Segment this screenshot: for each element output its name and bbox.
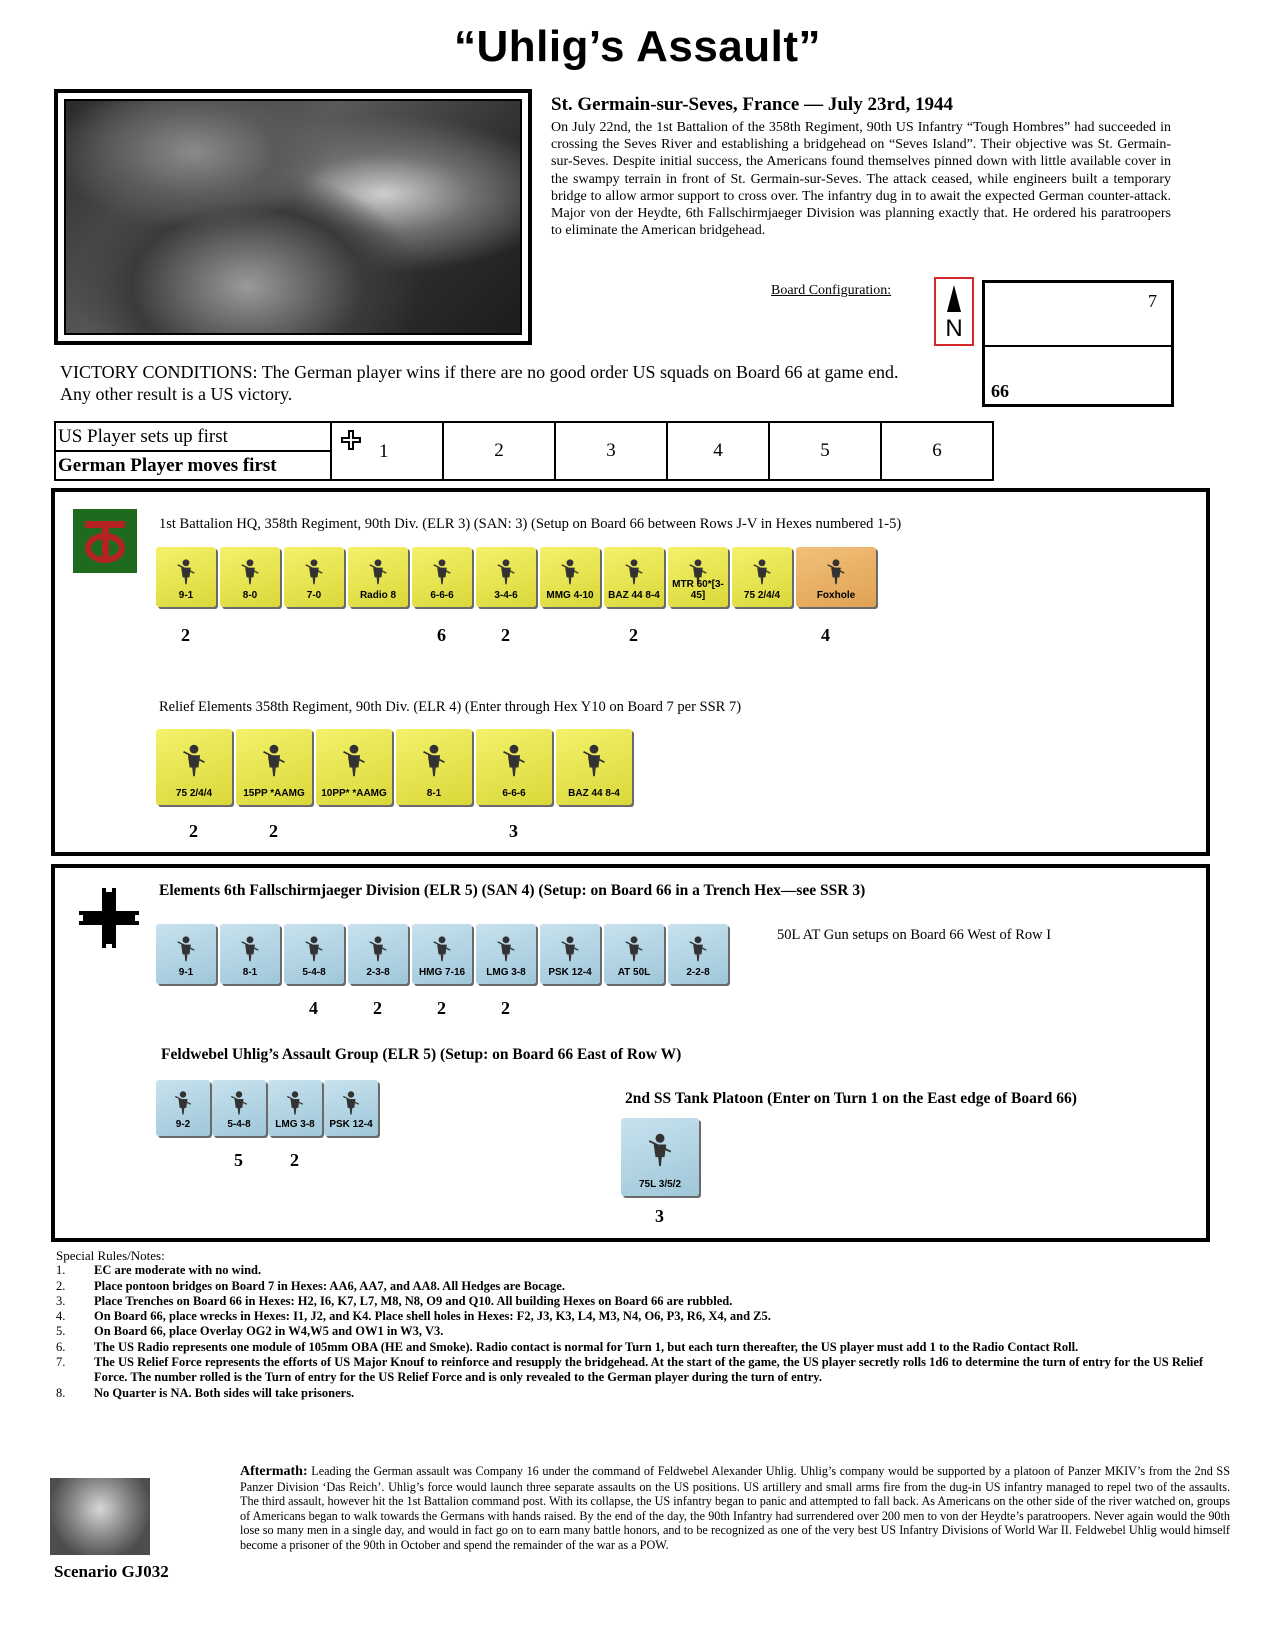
counter-label: Foxhole <box>816 590 856 601</box>
turn-2-label: 2 <box>494 440 504 461</box>
us-counter <box>316 729 392 805</box>
rule-text: On Board 66, place Overlay OG2 in W4,W5 and OW1 in W3, V3. <box>94 1324 444 1339</box>
unit-figure-icon <box>554 935 585 963</box>
counter-label: AT 50L <box>617 967 651 978</box>
counter-quantity: 2 <box>373 998 382 1018</box>
aftermath-text: Leading the German assault was Company 16 under the command of Feldwebel Alexander Uhlig. Uhlig’s company would be supported by a platoon of Panzer MKIV’s from the 2nd SS Panzer Division ‘Das Reich’. Uhlig’s force would launch three separate assaults on the US positions. US artillery and small arms fire from the dug-in US infantry managed to repel two of the assaults. The third assault, however hit the 1st Battalion command post. With its collapse, the US infantry began to panic and attempted to fall back. As Americans on the other side of the river watched on, groups of Americans began to walk towards the Germans with hands raised. By the end of the day, the 90th Infantry had surrendered over 200 men to von der Heydte’s paratroopers. Never again would the 90th lose so many men in a single day, and would in fact go on to earn many battle honors, and to be recognized as one of the very best US Infantry Divisions of World War II. Feldwebel Uhlig would himself become a prisoner of the 90th in October and spend the remainder of the war as a POW. <box>240 1464 1230 1552</box>
counter-label: 8-0 <box>242 590 258 601</box>
german-forces-panel <box>51 864 1210 1242</box>
counter-quantity: 2 <box>181 625 190 645</box>
unit-figure-icon <box>490 935 521 963</box>
rule-number: 5. <box>56 1324 66 1339</box>
german-uhlig-header: Feldwebel Uhlig’s Assault Group (ELR 5) (Setup: on Board 66 East of Row W) <box>161 1046 682 1063</box>
counter-label: PSK 12-4 <box>548 967 592 978</box>
victory-conditions <box>60 361 920 405</box>
german-counter <box>348 924 408 984</box>
aftermath <box>240 1464 1230 1553</box>
setup-order-text: US Player sets up first <box>58 425 228 447</box>
rule-text: No Quarter is NA. Both sides will take prisoners. <box>94 1385 355 1400</box>
turn-3-cell <box>555 422 667 480</box>
north-arrow-box <box>934 277 974 346</box>
counter-label: MTR 60*[3-45] <box>672 579 724 601</box>
counter-label: 75L 3/5/2 <box>638 1179 682 1190</box>
special-rule-item <box>56 1294 1206 1309</box>
special-rule-item <box>56 1355 1206 1386</box>
balkenkreuz-icon <box>77 886 141 950</box>
unit-figure-icon <box>234 935 265 963</box>
counter-label: 8-1 <box>426 788 442 799</box>
victory-text: : The German player wins if there are no good order US squads on Board 66 at game end. Any other result is a US victory. <box>60 362 899 404</box>
german-counter <box>268 1080 322 1136</box>
unit-figure-icon <box>815 558 857 586</box>
setup-order <box>55 422 331 451</box>
unit-figure-icon <box>174 743 214 778</box>
unit-figure-icon <box>334 743 374 778</box>
counter-label: 5-4-8 <box>302 967 326 978</box>
counter-label: 5-4-8 <box>227 1119 251 1130</box>
unit-figure-icon <box>618 558 649 586</box>
unit-figure-icon <box>414 743 454 778</box>
german-counter <box>604 924 664 984</box>
turn-record-track <box>54 421 994 481</box>
counter-quantity: 3 <box>509 821 518 841</box>
us-90th-division-insignia <box>73 509 137 573</box>
counter-label: 75 2/4/4 <box>175 788 213 799</box>
us-counter <box>412 547 472 607</box>
us-counter <box>556 729 632 805</box>
rule-text: Place Trenches on Board 66 in Hexes: H2, I6, K7, L7, M8, N8, O9 and Q10. All building Hexes on Board 66 are rubbled. <box>94 1293 733 1308</box>
unit-figure-icon <box>234 558 265 586</box>
us-counter <box>284 547 344 607</box>
counter-label: LMG 3-8 <box>275 1119 315 1130</box>
counter-quantity: 2 <box>189 821 198 841</box>
counter-label: HMG 7-16 <box>418 967 466 978</box>
unit-figure-icon <box>426 935 457 963</box>
german-fj-header: Elements 6th Fallschirmjaeger Division (ELR 5) (SAN 4) (Setup: on Board 66 in a Trench Hex—see SSR 3) <box>159 882 866 899</box>
german-counter <box>156 1080 210 1136</box>
counter-quantity: 2 <box>629 625 638 645</box>
board-bottom-number: 66 <box>991 381 1009 401</box>
german-counter <box>284 924 344 984</box>
board-layout <box>982 280 1174 407</box>
special-rules-list <box>56 1263 1206 1401</box>
german-counter <box>212 1080 266 1136</box>
scenario-location: St. Germain-sur-Seves, France — July 23rd, 1944 <box>551 94 953 115</box>
us-counter <box>156 729 232 805</box>
german-counter <box>412 924 472 984</box>
german-counter <box>540 924 600 984</box>
unit-figure-icon <box>362 935 393 963</box>
counter-quantity: 5 <box>234 1150 243 1170</box>
turn-1-cell <box>331 422 443 480</box>
counter-label: BAZ 44 8-4 <box>568 788 620 799</box>
counter-label: LMG 3-8 <box>486 967 526 978</box>
counter-quantity: 2 <box>269 821 278 841</box>
german-counter <box>220 924 280 984</box>
rule-number: 1. <box>56 1263 66 1278</box>
unit-figure-icon <box>298 558 329 586</box>
rule-text: EC are moderate with no wind. <box>94 1263 262 1278</box>
german-counter <box>668 924 728 984</box>
counter-label: 6-6-6 <box>502 788 526 799</box>
turn-5-cell <box>769 422 881 480</box>
counter-quantity: 2 <box>437 998 446 1018</box>
us-relief-header: Relief Elements 358th Regiment, 90th Div. (ELR 4) (Enter through Hex Y10 on Board 7 per SSR 7) <box>159 699 742 715</box>
move-order <box>55 451 331 480</box>
counter-label: 9-2 <box>175 1119 191 1130</box>
board-top-number: 7 <box>1148 291 1157 311</box>
german-counter <box>621 1118 699 1196</box>
rule-text: Place pontoon bridges on Board 7 in Hexes: AA6, AA7, and AA8. All Hedges are Bocage. <box>94 1278 565 1293</box>
unit-figure-icon <box>490 558 521 586</box>
special-rule-item <box>56 1340 1206 1355</box>
us-counter <box>604 547 664 607</box>
us-counter <box>476 729 552 805</box>
unit-figure-icon <box>746 558 777 586</box>
unit-figure-icon <box>682 935 713 963</box>
counter-quantity: 2 <box>501 625 510 645</box>
us-forces-panel <box>51 488 1210 856</box>
counter-label: PSK 12-4 <box>329 1119 373 1130</box>
victory-label: VICTORY CONDITIONS <box>60 362 253 382</box>
us-counter <box>796 547 876 607</box>
counter-label: 9-1 <box>178 590 194 601</box>
special-rule-item <box>56 1309 1206 1324</box>
rule-text: The US Radio represents one module of 105mm OBA (HE and Smoke). Radio contact is normal for Turn 1, but each turn thereafter, the US player must add 1 to the Radio Contact Roll. <box>94 1339 1079 1354</box>
turn-4-cell <box>667 422 769 480</box>
counter-label: 7-0 <box>306 590 322 601</box>
counter-label: Radio 8 <box>359 590 397 601</box>
us-counter <box>668 547 728 607</box>
german-counter <box>324 1080 378 1136</box>
unit-figure-icon <box>640 1132 681 1168</box>
unit-figure-icon <box>426 558 457 586</box>
photo-image <box>64 99 522 335</box>
counter-label: 15PP *AAMG <box>243 788 305 799</box>
special-rule-item <box>56 1263 1206 1278</box>
scenario-photo <box>54 89 532 345</box>
rule-number: 3. <box>56 1293 66 1308</box>
special-rules <box>56 1248 1206 1401</box>
counter-quantity: 6 <box>437 625 446 645</box>
rule-number: 6. <box>56 1339 66 1354</box>
scenario-id: Scenario GJ032 <box>54 1562 169 1581</box>
us-counter <box>732 547 792 607</box>
turn-6-cell <box>881 422 993 480</box>
unit-figure-icon <box>169 1090 197 1116</box>
us-counter <box>396 729 472 805</box>
counter-label: 9-1 <box>178 967 194 978</box>
german-tank-header: 2nd SS Tank Platoon (Enter on Turn 1 on the East edge of Board 66) <box>625 1090 1077 1107</box>
counter-quantity: 2 <box>501 998 510 1018</box>
german-counter <box>156 924 216 984</box>
counter-quantity: 3 <box>655 1206 664 1226</box>
unit-figure-icon <box>298 935 329 963</box>
board-configuration-label: Board Configuration: <box>771 283 892 298</box>
unit-figure-icon <box>618 935 649 963</box>
counter-quantity: 2 <box>290 1150 299 1170</box>
us-counter <box>476 547 536 607</box>
rule-text: The US Relief Force represents the efforts of US Major Knouf to reinforce and resupply the bridgehead. At the start of the game, the US player secretly rolls 1d6 to determine the turn of entry for the US Relief Force. The number rolled is the Turn of entry for the US Relief Force and is only revealed to the German player during the turn of entry. <box>94 1355 1204 1385</box>
special-rule-item <box>56 1386 1206 1401</box>
turn-1-label: 1 <box>379 441 389 462</box>
german-counter <box>476 924 536 984</box>
unit-figure-icon <box>494 743 534 778</box>
unit-figure-icon <box>362 558 393 586</box>
move-order-text: German Player moves first <box>58 454 277 476</box>
us-hq-header: 1st Battalion HQ, 358th Regiment, 90th Div. (ELR 3) (SAN: 3) (Setup on Board 66 between Rows J-V in Hexes numbered 1-5) <box>159 516 902 532</box>
turn-5-label: 5 <box>820 440 830 461</box>
counter-label: 2-2-8 <box>686 967 710 978</box>
scenario-title: “Uhlig’s Assault” <box>453 22 822 71</box>
unit-figure-icon <box>554 558 585 586</box>
german-cross-insignia <box>77 886 141 950</box>
special-rules-heading: Special Rules/Notes: <box>56 1248 165 1263</box>
us-turn-cross-icon <box>340 429 362 451</box>
to-insignia-icon <box>73 509 137 573</box>
counter-label: 2-3-8 <box>366 967 390 978</box>
counter-label: 75 2/4/4 <box>743 590 781 601</box>
soldier-portrait <box>50 1478 150 1555</box>
unit-figure-icon <box>225 1090 253 1116</box>
counter-label: 8-1 <box>242 967 258 978</box>
us-counter <box>156 547 216 607</box>
special-rule-item <box>56 1279 1206 1294</box>
counter-quantity: 4 <box>821 625 830 645</box>
counter-quantity: 4 <box>309 998 318 1018</box>
rule-number: 8. <box>56 1385 66 1400</box>
rule-text: On Board 66, place wrecks in Hexes: I1, J2, and K4. Place shell holes in Hexes: F2, J3, K3, L4, M3, N4, O6, P3, R6, X4, and Z5. <box>94 1309 771 1324</box>
turn-3-label: 3 <box>606 440 616 461</box>
north-letter: N <box>945 315 963 342</box>
us-counter <box>540 547 600 607</box>
unit-figure-icon <box>281 1090 309 1116</box>
turn-4-label: 4 <box>713 440 723 461</box>
counter-label: 3-4-6 <box>494 590 518 601</box>
unit-figure-icon <box>170 935 201 963</box>
counter-label: 6-6-6 <box>430 590 454 601</box>
unit-figure-icon <box>254 743 294 778</box>
rule-number: 2. <box>56 1278 66 1293</box>
rule-number: 4. <box>56 1309 66 1324</box>
us-counter <box>348 547 408 607</box>
german-at-note: 50L AT Gun setups on Board 66 West of Row I <box>777 927 1052 943</box>
turn-2-cell <box>443 422 555 480</box>
rule-number: 7. <box>56 1355 66 1370</box>
counter-label: BAZ 44 8-4 <box>608 590 660 601</box>
unit-figure-icon <box>574 743 614 778</box>
board-divider <box>985 345 1171 347</box>
counter-label: 10PP* *AAMG <box>321 788 387 799</box>
unit-figure-icon <box>170 558 201 586</box>
aftermath-label: Aftermath: <box>240 1464 308 1479</box>
us-counter <box>236 729 312 805</box>
us-counter <box>220 547 280 607</box>
turn-6-label: 6 <box>932 440 942 461</box>
unit-figure-icon <box>337 1090 365 1116</box>
special-rule-item <box>56 1324 1206 1339</box>
counter-label: MMG 4-10 <box>546 590 594 601</box>
scenario-intro: On July 22nd, the 1st Battalion of the 358th Regiment, 90th US Infantry “Tough Hombres” had succeeded in crossing the Seves River and establishing a bridgehead on “Seves Island”. Their objective was St. Germain-sur-Seves. Despite initial success, the Americans found themselves pinned down with little available cover in the swampy terrain in front of St. Germain-sur-Seves. The attack ceased, while engineers built a temporary bridge to allow armor support to cross over. The infantry dug in to await the expected German counter-attack. Major von der Heydte, 6th Fallschirmjaeger Division was planning exactly that. He ordered his paratroopers to eliminate the American bridgehead. <box>551 120 1171 239</box>
